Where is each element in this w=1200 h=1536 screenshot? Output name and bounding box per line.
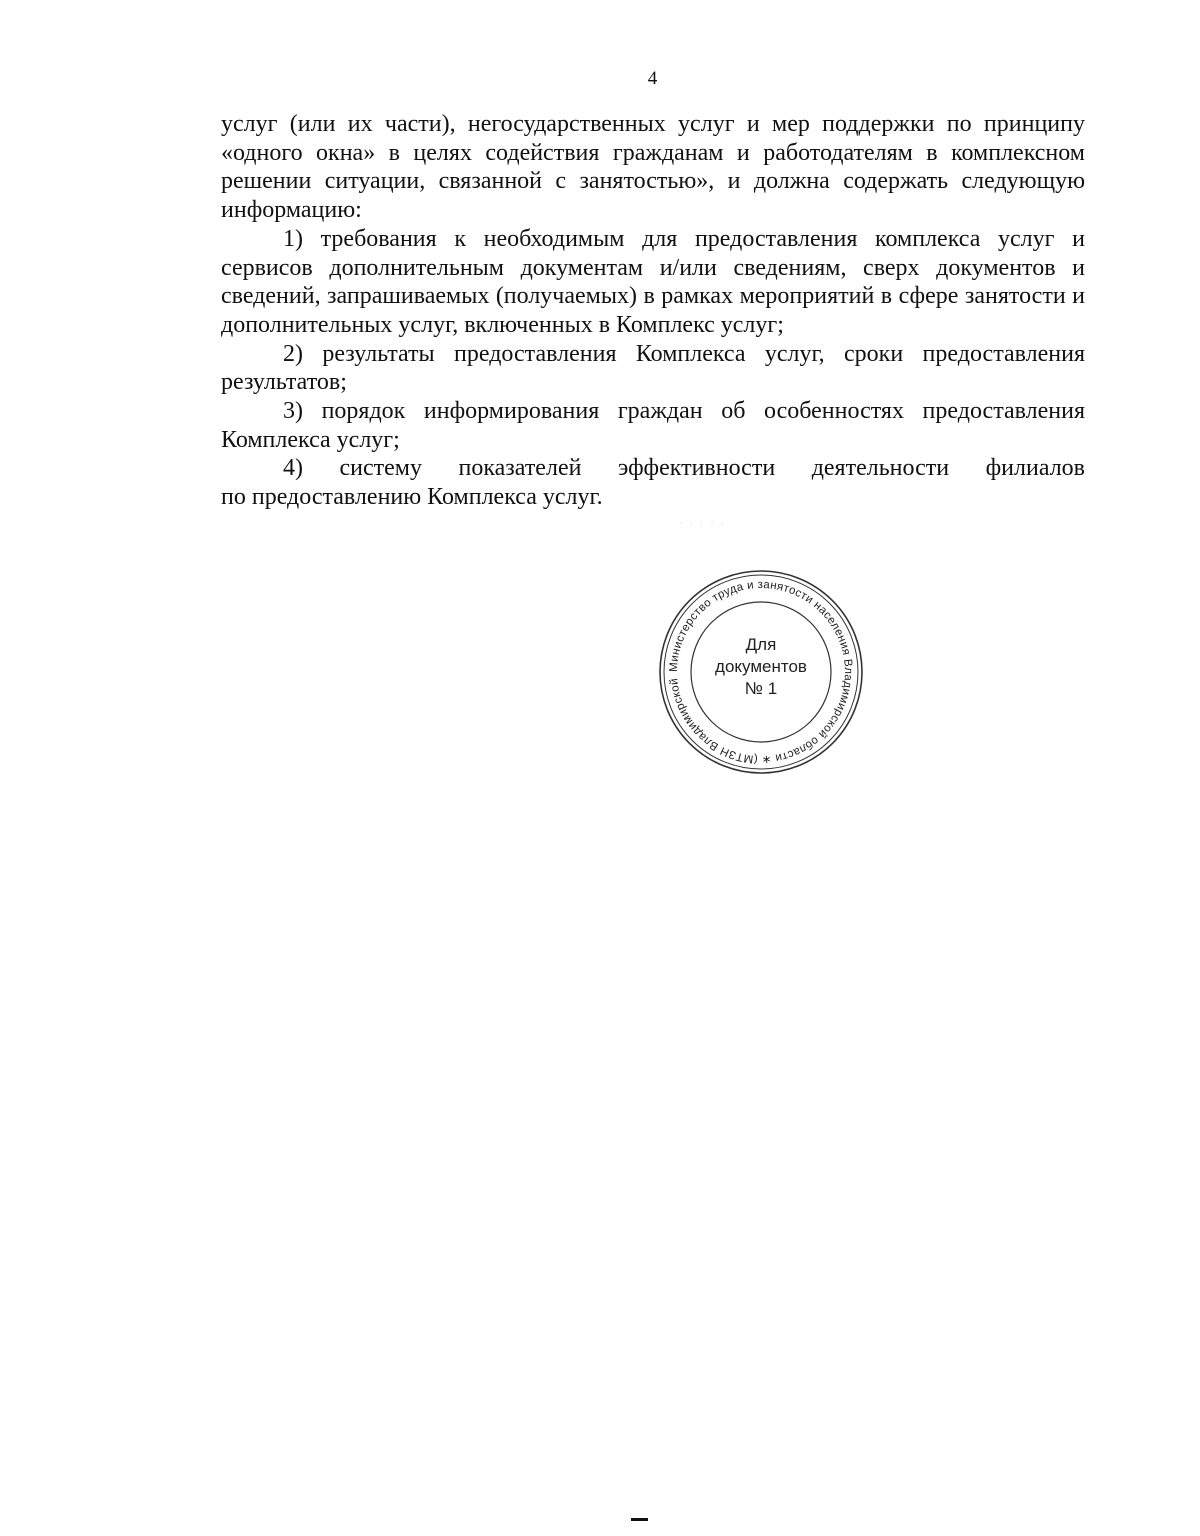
intro-paragraph: услуг (или их части), негосударственных услуг и мер поддержки по принципу «одного окна» в целях содействия гражданам и работодателям в комплексном решении ситуации, связанной с занятостью», и должна содержать следующую информацию: (221, 111, 1085, 224)
list-item-4-line-2: по предоставлению Комплекса услуг. (221, 484, 603, 511)
stamp-center-line-2: документов (715, 657, 807, 676)
stamp-center-text (657, 634, 865, 700)
list-item-1: 1) требования к необходимым для предоставления комплекса услуг и сервисов дополнительным документам и/или сведениям, сверх документов и сведений, запрашиваемых (получаемых) в рамках мероприятий в сфере занятости и дополнительных услуг, включенных в Комплекс услуг; (221, 225, 1085, 338)
list-item-3: 3) порядок информирования граждан об особенностях предоставления Комплекса услуг; (221, 398, 1085, 453)
stamp-center-line-3: № 1 (744, 679, 778, 698)
stamp-center-line-1: Для (745, 635, 777, 654)
list-item-4-line-1: 4) систему показателей эффективности деятельности филиалов (283, 455, 1085, 482)
official-stamp (657, 568, 865, 776)
list-item-2: 2) результаты предоставления Комплекса услуг, сроки предоставления результатов; (221, 340, 1085, 396)
scan-specks: · · · · · (680, 520, 727, 527)
bottom-scan-mark (631, 1518, 648, 1521)
document-body (221, 110, 1085, 512)
page-number: 4 (647, 68, 658, 89)
stamp-ring-text: Министерство труда и занятости населения Владимирской области ∗ (МТЗН Владимирской (667, 578, 855, 766)
